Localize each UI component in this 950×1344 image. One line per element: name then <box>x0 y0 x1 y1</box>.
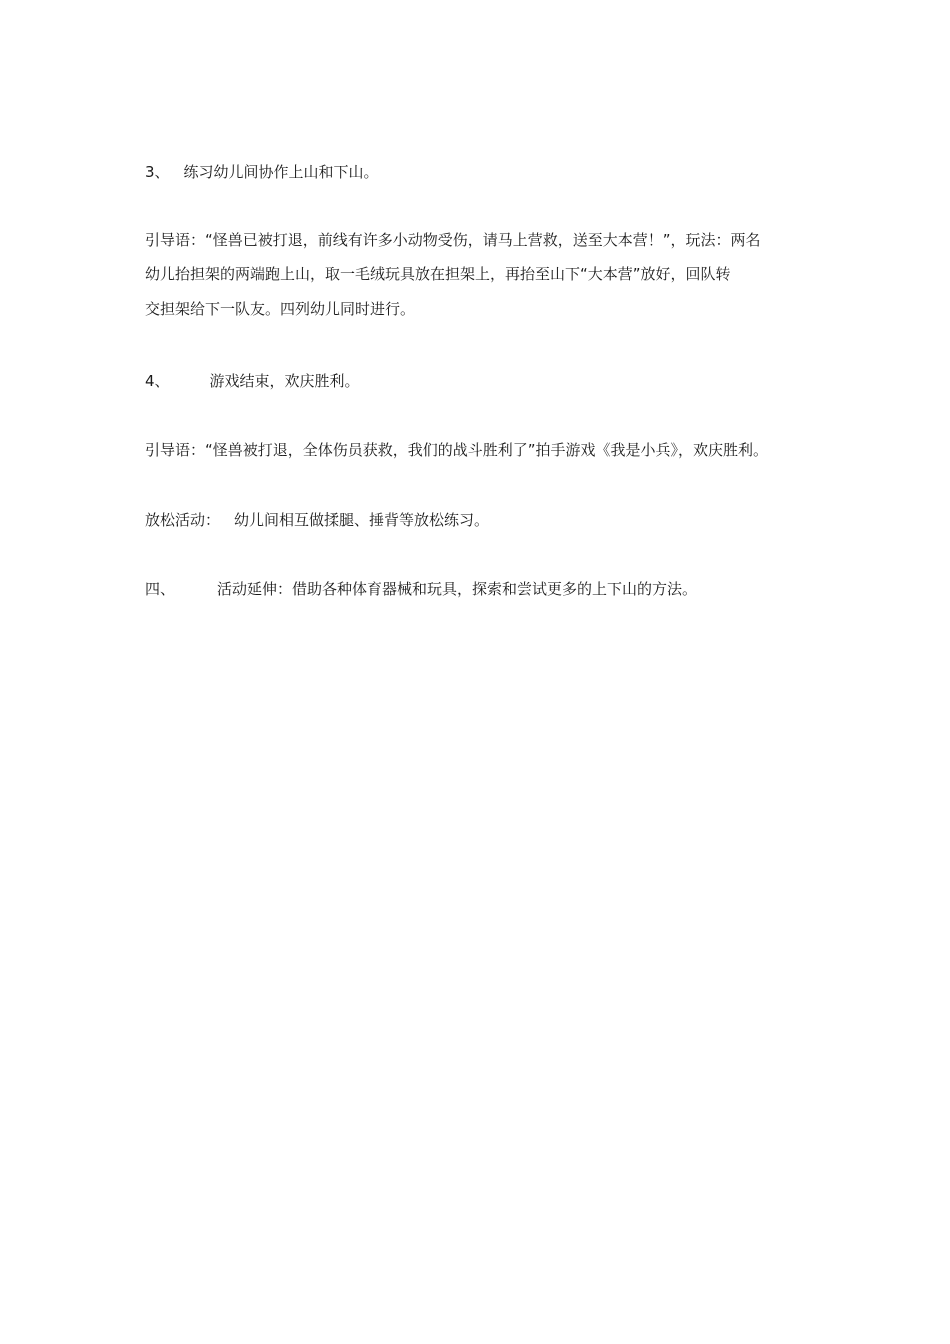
guide-paragraph-1-line-3: 交担架给下一队友。四列幼儿同时进行。 <box>145 300 416 318</box>
item-4-number: 4、 <box>145 372 170 390</box>
guide-paragraph-2: 引导语：“怪兽被打退，全体伤员获救，我们的战斗胜利了”拍手游戏《我是小兵》，欢庆胜利。 <box>145 441 769 459</box>
relax-activity <box>145 510 489 530</box>
item-3-text: 练习幼儿间协作上山和下山。 <box>183 163 379 181</box>
guide-paragraph-1-line-1: 引导语：“怪兽已被打退，前线有许多小动物受伤，请马上营救，送至大本营！”，玩法：两名 <box>145 231 761 249</box>
section-four-text: 活动延伸：借助各种体育器械和玩具，探索和尝试更多的上下山的方法。 <box>217 580 698 598</box>
item-3-number: 3、 <box>145 163 170 181</box>
section-four-number: 四、 <box>145 580 176 598</box>
item-4 <box>145 371 360 391</box>
section-four <box>145 579 697 599</box>
item-3 <box>145 162 379 182</box>
item-4-text: 游戏结束，欢庆胜利。 <box>209 372 360 390</box>
guide-paragraph-1-line-2: 幼儿抬担架的两端跑上山，取一毛绒玩具放在担架上，再抬至山下“大本营”放好，回队转 <box>145 265 731 283</box>
relax-label: 放松活动： <box>145 511 221 529</box>
relax-text: 幼儿间相互做揉腿、捶背等放松练习。 <box>234 511 490 529</box>
